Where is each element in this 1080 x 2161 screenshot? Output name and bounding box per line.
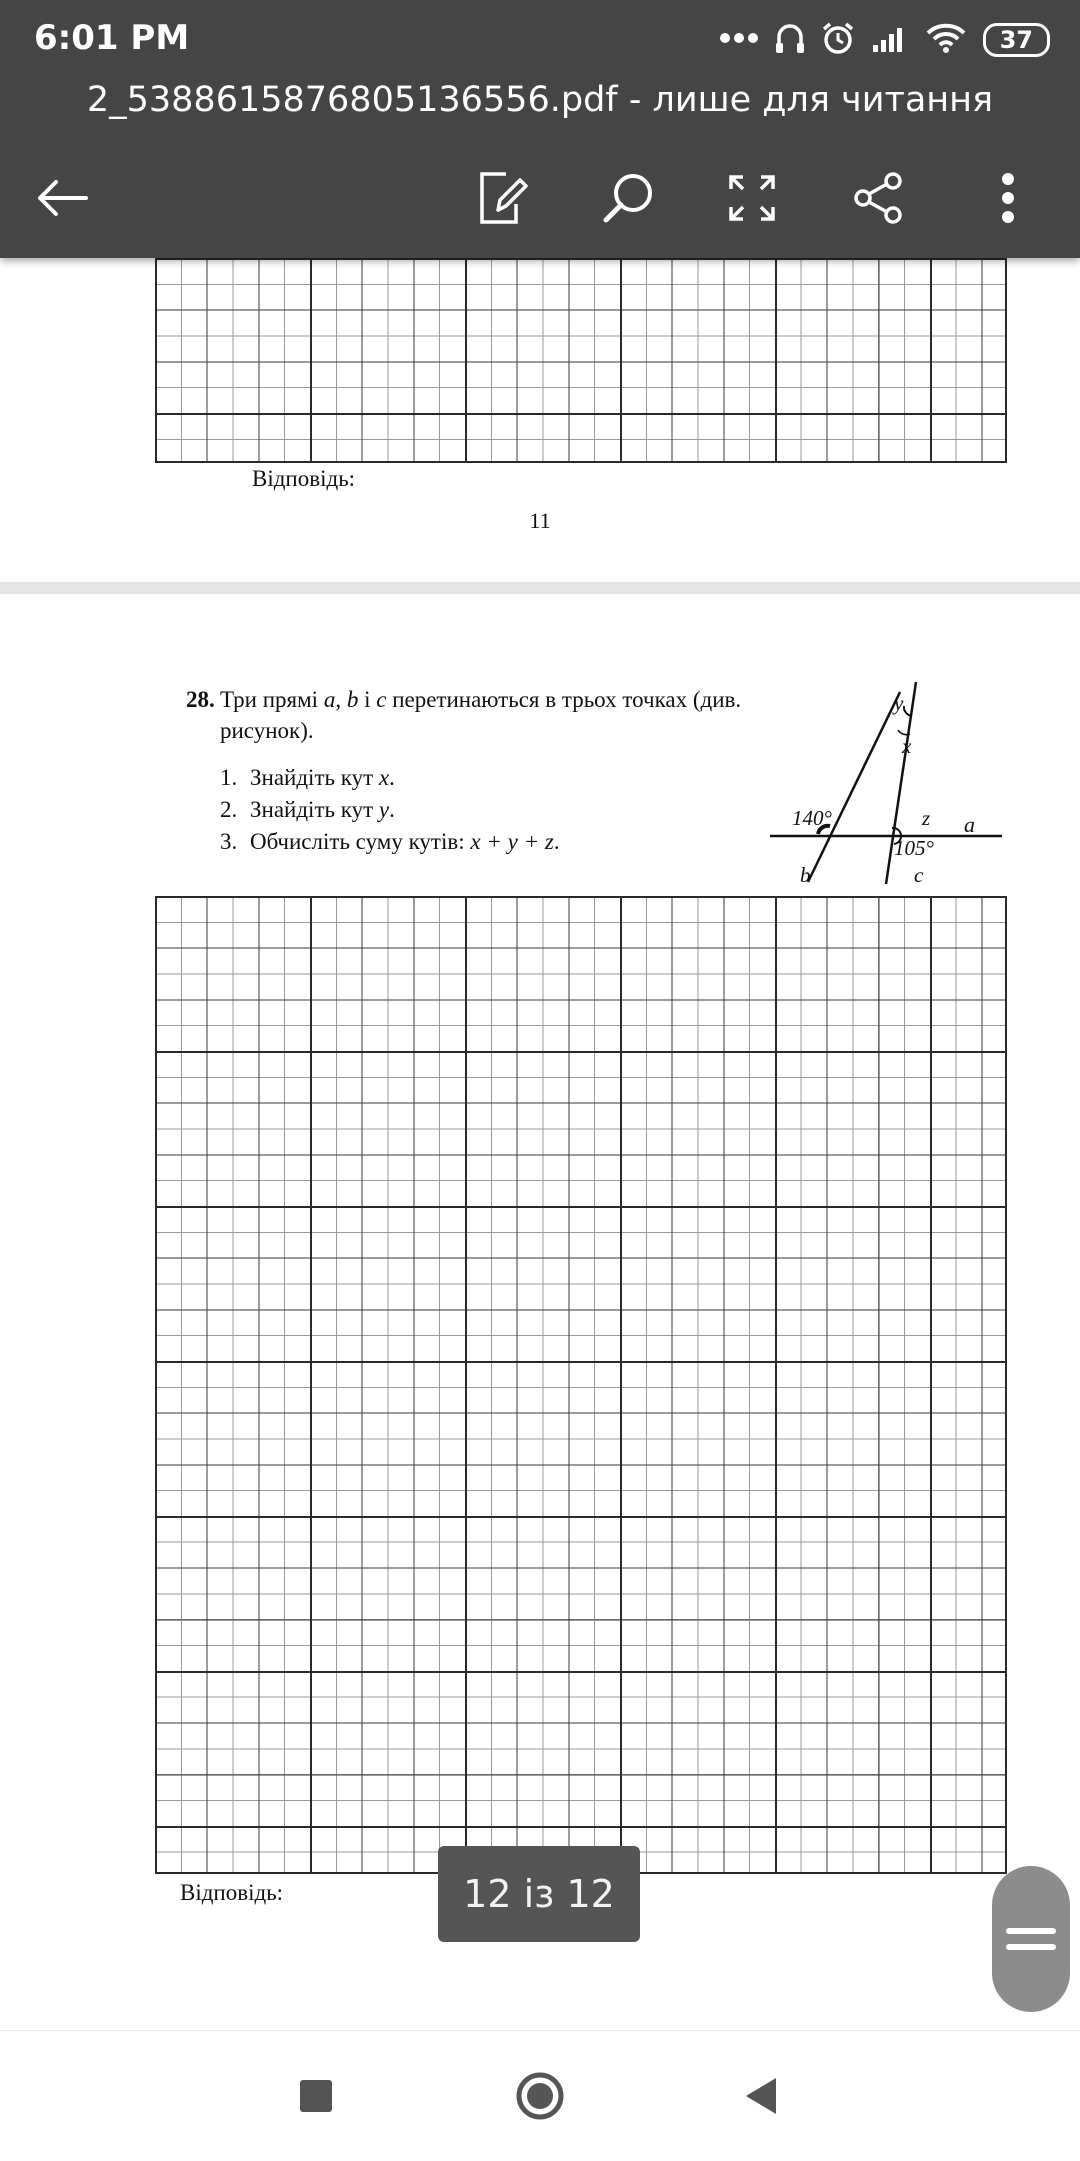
answer-grid xyxy=(155,258,1007,463)
label-y: y xyxy=(894,691,904,715)
status-icons xyxy=(719,18,1050,62)
headset-icon xyxy=(775,21,805,60)
var-c: c xyxy=(376,687,387,712)
home-circle-icon[interactable] xyxy=(500,2056,580,2136)
more-vert-icon[interactable] xyxy=(968,158,1048,238)
task-questions xyxy=(220,762,786,857)
fast-scroll-handle[interactable] xyxy=(992,1866,1070,2012)
page-indicator: 12 із 12 xyxy=(438,1846,640,1942)
document-title: 2_5388615876805136556.pdf - лише для читання xyxy=(86,80,994,120)
label-a: a xyxy=(964,812,975,837)
back-triangle-icon[interactable] xyxy=(720,2056,800,2136)
app-bar xyxy=(0,0,1080,258)
label-c: c xyxy=(914,863,924,887)
task-number: 28. xyxy=(186,687,215,712)
label-b: b xyxy=(800,863,811,887)
var-a: a xyxy=(323,687,336,712)
label-z: z xyxy=(922,806,931,830)
edit-icon[interactable] xyxy=(462,158,542,238)
pdf-page-11 xyxy=(0,258,1080,582)
answer-label: Відповідь: xyxy=(252,466,356,491)
task-text-part: Три прямі xyxy=(220,687,319,712)
page-separator xyxy=(0,582,1080,594)
task-question: 2. Знайдіть кут y. xyxy=(220,797,395,822)
task-28 xyxy=(186,684,786,858)
var-b: b xyxy=(346,687,359,712)
search-icon[interactable] xyxy=(588,158,668,238)
alarm-icon xyxy=(821,21,855,60)
label-105: 105° xyxy=(894,836,934,860)
task-question: 1. Знайдіть кут x. xyxy=(220,765,395,790)
battery-icon: 37 xyxy=(983,23,1050,57)
wifi-icon xyxy=(925,22,967,59)
status-time: 6:01 PM xyxy=(34,18,190,58)
answer-grid xyxy=(155,896,1007,1874)
share-icon[interactable] xyxy=(838,158,918,238)
label-140: 140° xyxy=(792,806,832,830)
task-text-part: перетинаються в трьох точках (див. рисунок). xyxy=(220,687,742,743)
line-b xyxy=(808,692,900,882)
drag-lines-icon xyxy=(1006,1924,1056,1954)
task-statement xyxy=(186,684,786,746)
task-question: 3. Обчисліть суму кутів: x + y + z. xyxy=(220,829,560,854)
task-text-part: , xyxy=(335,687,342,712)
more-dots-icon xyxy=(719,31,759,49)
pdf-page-12 xyxy=(0,594,1080,2026)
task-text-part: і xyxy=(364,687,371,712)
signal-icon xyxy=(871,23,909,58)
fullscreen-icon[interactable] xyxy=(712,158,792,238)
lines-figure xyxy=(770,682,1010,892)
back-arrow-icon[interactable] xyxy=(22,158,102,238)
system-nav-bar xyxy=(0,2030,1080,2161)
page-number: 11 xyxy=(529,508,551,533)
answer-label: Відповідь: xyxy=(180,1880,284,1905)
label-x: x xyxy=(902,734,912,758)
recents-square-icon[interactable] xyxy=(276,2056,356,2136)
